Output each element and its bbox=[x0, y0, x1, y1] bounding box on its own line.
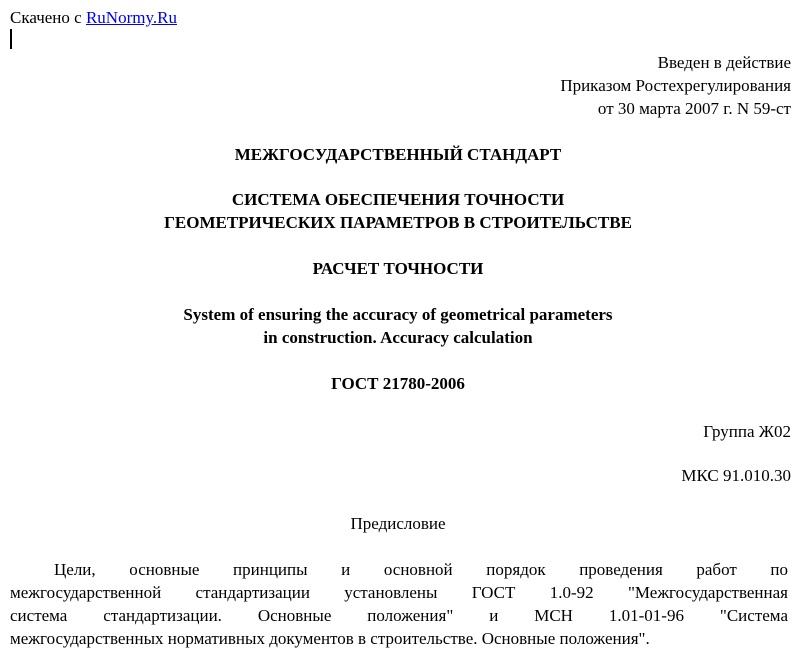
group-label: Группа Ж02 bbox=[703, 422, 791, 441]
gost-code-heading bbox=[0, 372, 796, 395]
standard-type: МЕЖГОСУДАРСТВЕННЫЙ СТАНДАРТ bbox=[234, 145, 562, 164]
standard-subtitle: РАСЧЕТ ТОЧНОСТИ bbox=[312, 259, 484, 278]
standard-type-heading bbox=[0, 143, 796, 166]
text-cursor bbox=[10, 29, 12, 49]
paragraph-line: Цели, основные принципы и основной порядок проведения работ по bbox=[54, 560, 788, 579]
english-title-line: System of ensuring the accuracy of geometrical parameters bbox=[183, 305, 613, 324]
paragraph-line: межгосударственной стандартизации установлены ГОСТ 1.0-92 "Межгосударственная bbox=[10, 583, 788, 602]
preface-title: Предисловие bbox=[350, 514, 446, 533]
preface-paragraph bbox=[10, 558, 788, 650]
english-title-line: in construction. Accuracy calculation bbox=[263, 328, 533, 347]
standard-title-heading bbox=[0, 188, 796, 234]
standard-title-line: СИСТЕМА ОБЕСПЕЧЕНИЯ ТОЧНОСТИ bbox=[231, 190, 565, 209]
approval-line: Введен в действие bbox=[657, 53, 791, 72]
standard-title-line: ГЕОМЕТРИЧЕСКИХ ПАРАМЕТРОВ В СТРОИТЕЛЬСТВЕ bbox=[164, 213, 632, 232]
source-prefix: Скачено с bbox=[10, 8, 82, 27]
approval-block bbox=[560, 51, 791, 120]
source-link[interactable]: RuNormy.Ru bbox=[85, 8, 177, 27]
paragraph-line: межгосударственных нормативных документов в строительстве. Основные положения". bbox=[10, 629, 650, 648]
gost-code: ГОСТ 21780-2006 bbox=[331, 374, 465, 393]
paragraph-line: система стандартизации. Основные положения" и МСН 1.01-01-96 "Система bbox=[10, 606, 788, 625]
approval-line: Приказом Ростехрегулирования bbox=[560, 76, 791, 95]
approval-line: от 30 марта 2007 г. N 59-ст bbox=[597, 99, 791, 118]
english-title bbox=[0, 303, 796, 349]
mks-label: МКС 91.010.30 bbox=[681, 466, 791, 485]
standard-subtitle-heading bbox=[0, 257, 796, 280]
source-line bbox=[10, 6, 177, 29]
